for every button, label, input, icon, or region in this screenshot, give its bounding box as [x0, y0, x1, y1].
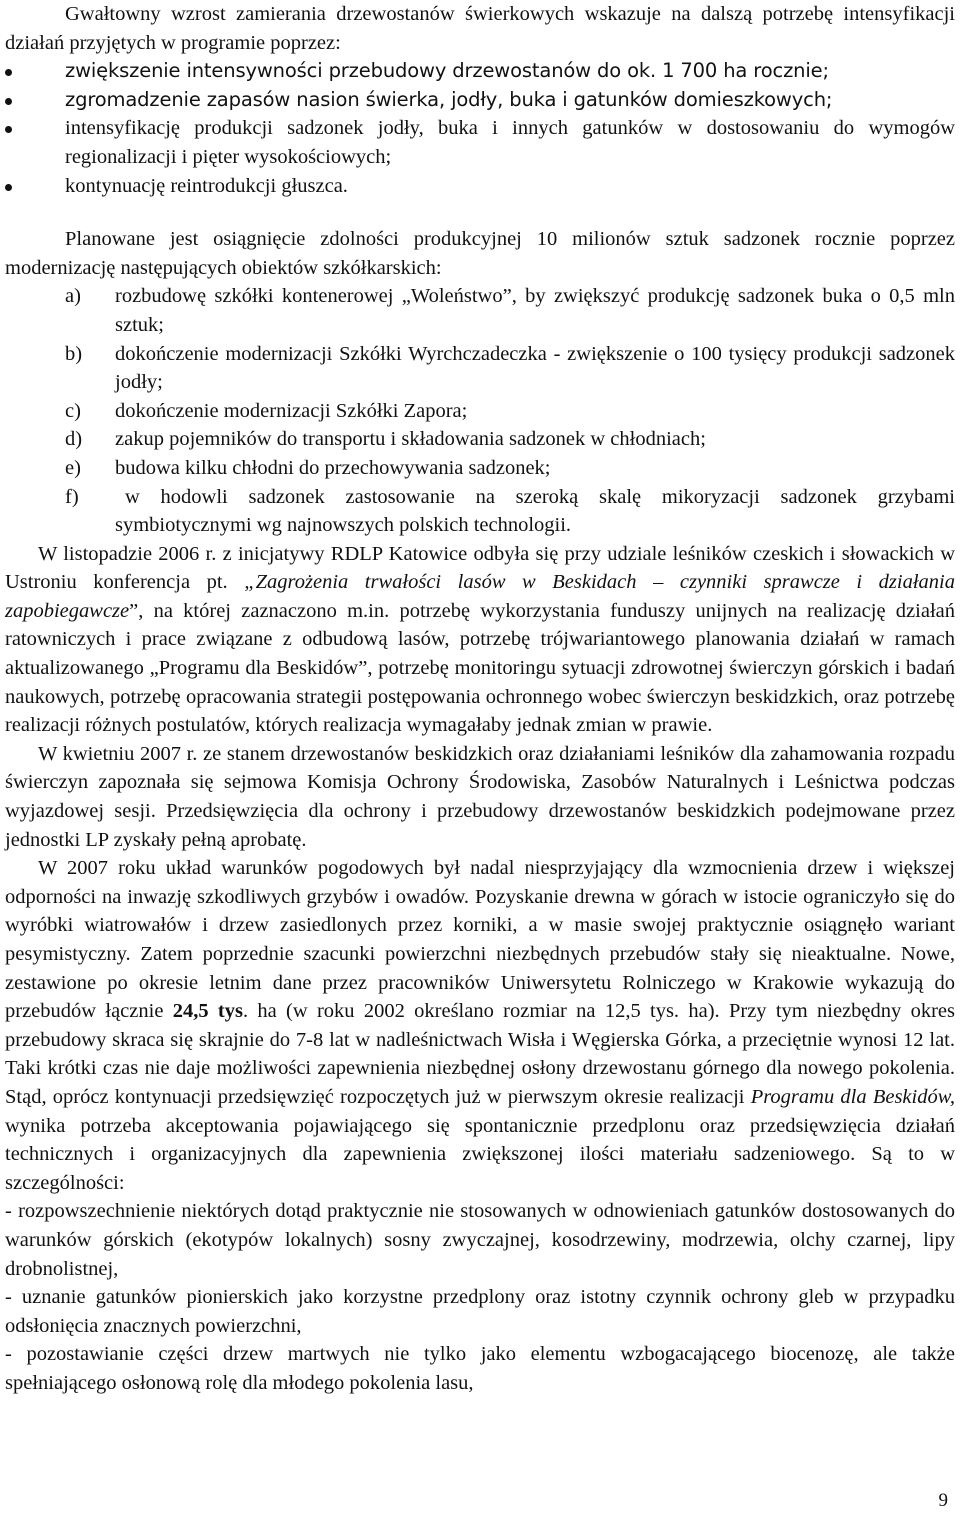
- conference-text: W listopadzie 2006 r. z inicjatywy RDLP Katowice odbyła się przy udziale leśników czeskich i słowackich w Ustroniu konferencja pt.: [5, 542, 955, 594]
- bullet-text: intensyfikację produkcji sadzonek jodły, buka i innych gatunków w dostosowaniu do wymogów regionalizacji i pięter wysokościowych;: [65, 117, 955, 168]
- list-label: c): [65, 399, 81, 422]
- bullet-icon: [5, 69, 12, 76]
- dash-item: - rozpowszechnienie niektórych dotąd praktycznie nie stosowanych w odnowieniach gatunków dostosowanych do warunków górskich (ekotypów lokalnych) sosny zwyczajnej, kosodrzewiny, modrzewia, olchy czarnej, lipy drobnolistnej,: [5, 1200, 955, 1280]
- list-text: w hodowli sadzonek zastosowanie na szeroką skalę mikoryzacji sadzonek grzybami symbiotycznymi wg najnowszych polskich technologii.: [115, 485, 955, 537]
- conference-title: „Zagrożenia trwałości lasów w Beskidach – czynniki sprawcze i działania zapobiegawcze: [5, 571, 955, 622]
- list-label: f): [65, 485, 79, 508]
- weather-text-continued: . ha (w roku 2002 określano rozmiar na 12,5 tys. ha). Przy tym niezbędny okres przebudowy skraca się skrajnie do 7-8 lat w nadleśnictwach Wisła i Węgierska Górka, a przeciętnie wynosi 12 lat. Taki krótki czas nie daje możliwości zapewnienia niezbędnej osłony drzewostanu górnego dla nowego pokolenia. Stąd, oprócz kontynuacji przedsięwzięć rozpoczętych już w pierwszym okresie realizacji: [5, 1000, 955, 1108]
- list-label: d): [65, 428, 83, 451]
- list-label: b): [65, 342, 83, 365]
- bullet-icon: [5, 98, 12, 105]
- list-item: [5, 454, 955, 483]
- bullet-list: [5, 57, 955, 200]
- spacer: [5, 200, 955, 225]
- bullet-text: kontynuację reintrodukcji głuszca.: [65, 174, 348, 197]
- program-title: Programu dla Beskidów,: [750, 1085, 955, 1108]
- lettered-list: [5, 282, 955, 539]
- page-number: 9: [938, 1490, 948, 1511]
- weather-paragraph: [5, 854, 955, 1197]
- area-total: 24,5 tys: [172, 1000, 243, 1023]
- list-text: dokończenie modernizacji Szkółki Wyrchczadeczka - zwiększenie o 100 tysięcy produkcji sadzonek jodły;: [115, 342, 955, 394]
- list-label: a): [65, 285, 81, 308]
- weather-text-end: wynika potrzeba akceptowania pojawiającego się spontanicznie przedplonu oraz przedsięwzięcia działań technicznych i organizacyjnych dla zapewnienia zwiększonej ilości materiału sadzeniowego. Są to w szczególności:: [5, 1114, 955, 1194]
- list-text: zakup pojemników do transportu i składowania sadzonek w chłodniach;: [115, 428, 706, 451]
- list-label: e): [65, 456, 81, 479]
- intro-paragraph: Gwałtowny wzrost zamierania drzewostanów świerkowych wskazuje na dalszą potrzebę intensyfikacji działań przyjętych w programie poprzez:: [5, 3, 955, 54]
- conference-paragraph: [5, 540, 955, 740]
- planning-paragraph: Planowane jest osiągnięcie zdolności produkcyjnej 10 milionów sztuk sadzonek rocznie poprzez modernizację następujących obiektów szkółkarskich:: [5, 228, 955, 279]
- bullet-text: zwiększenie intensywności przebudowy drzewostanów do ok. 1 700 ha rocznie;: [65, 59, 829, 83]
- bullet-icon: [5, 184, 12, 191]
- list-text: dokończenie modernizacji Szkółki Zapora;: [115, 399, 468, 422]
- list-item: [5, 172, 955, 201]
- list-item: [5, 86, 955, 115]
- list-text: rozbudowę szkółki kontenerowej „Woleństwo”, by zwiększyć produkcję sadzonek buka o 0,5 mln sztuk;: [115, 285, 955, 336]
- list-item: [5, 340, 955, 397]
- list-item: [5, 483, 955, 540]
- bullet-icon: [5, 126, 12, 133]
- list-text: budowa kilku chłodni do przechowywania sadzonek;: [115, 456, 551, 479]
- bullet-text: zgromadzenie zapasów nasion świerka, jodły, buka i gatunków domieszkowych;: [65, 87, 833, 111]
- dash-item: - pozostawianie części drzew martwych nie tylko jako elementu wzbogacającego biocenozę, ale także spełniającego osłonową rolę dla młodego pokolenia lasu,: [5, 1343, 955, 1394]
- commission-paragraph: W kwietniu 2007 r. ze stanem drzewostanów beskidzkich oraz działaniami leśników dla zahamowania rozpadu świerczyn zapoznała się sejmowa Komisja Ochrony Środowiska, Zasobów Naturalnych i Leśnictwa podczas wyjazdowej sesji. Przedsięwzięcia dla ochrony i przebudowy drzewostanów beskidzkich podejmowane przez jednostki LP zyskały pełną aprobatę.: [5, 742, 955, 851]
- list-item: [5, 57, 955, 86]
- document-page: [5, 0, 955, 1398]
- conference-text-continued: ”, na której zaznaczono m.in. potrzebę wykorzystania funduszy unijnych na realizację działań ratowniczych i prace związane z odbudową lasów, potrzebę trójwariantowego planowania działań w ramach aktualizowanego „Programu dla Beskidów”, potrzebę monitoringu sytuacji zdrowotnej świerczyn górskich i badań naukowych, potrzebę opracowania strategii postępowania ochronnego wobec świerczyn beskidzkich, oraz potrzebę realizacji różnych postulatów, których realizacja wymagałaby jednak zmian w prawie.: [5, 599, 955, 737]
- list-item: [5, 282, 955, 339]
- weather-text: W 2007 roku układ warunków pogodowych był nadal niesprzyjający dla wzmocnienia drzew i większej odporności na inwazję szkodliwych grzybów i owadów. Pozyskanie drewna w górach w istocie ograniczyło się do wyróbki wiatrowałów i drzew zasiedlonych przez korniki, a w masie swojej praktycznie osiągnęło wariant pesymistyczny. Zatem poprzednie szacunki powierzchni niezbędnych przebudów stały się nieaktualne. Nowe, zestawione po okresie letnim dane przez pracowników Uniwersytetu Rolniczego w Krakowie wykazują do przebudów łącznie: [5, 857, 955, 1023]
- dash-item: - uznanie gatunków pionierskich jako korzystne przedplony oraz istotny czynnik ochrony gleb w przypadku odsłonięcia znacznych powierzchni,: [5, 1286, 955, 1337]
- list-item: [5, 397, 955, 426]
- list-item: [5, 425, 955, 454]
- list-item: [5, 114, 955, 171]
